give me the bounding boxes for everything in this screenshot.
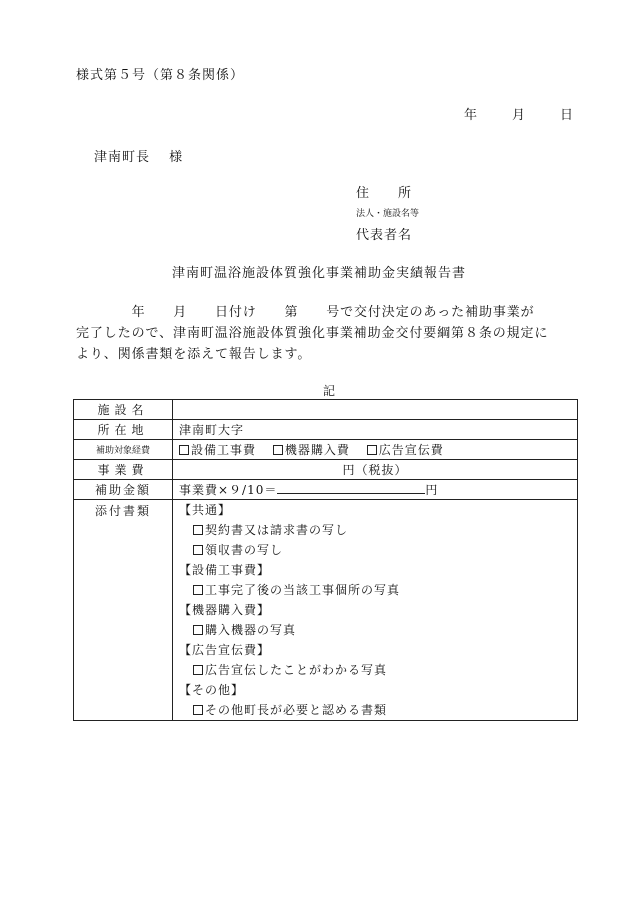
subsidy-amount-cell <box>173 480 578 500</box>
attachment-heading: 【広告宣伝費】 <box>179 643 271 657</box>
checkbox-advertising[interactable] <box>367 445 377 455</box>
address-label: 住 所 <box>356 186 413 201</box>
date-line <box>464 104 574 123</box>
expense-type-label: 補助対象経費 <box>74 440 173 460</box>
attachment-item-label: 工事完了後の当該工事個所の写真 <box>205 583 401 597</box>
attachment-heading: 【設備工事費】 <box>179 563 271 577</box>
facility-name-field[interactable] <box>173 400 578 420</box>
table-row <box>74 400 578 420</box>
checkbox[interactable] <box>193 705 203 715</box>
attachment-heading: 【その他】 <box>179 683 245 697</box>
subsidy-formula: 事業費×９/10＝ <box>179 483 278 497</box>
option-label: 広告宣伝費 <box>378 443 444 457</box>
attachment-item <box>179 520 571 540</box>
report-body <box>76 302 586 365</box>
table-row <box>74 460 578 480</box>
attachment-item <box>179 700 571 720</box>
attachment-item <box>179 660 571 680</box>
attachment-item <box>179 580 571 600</box>
body-line: 年 月 日付け 第 号で交付決定のあった補助事業が <box>76 305 535 320</box>
attachment-heading: 【機器購入費】 <box>179 603 271 617</box>
attachment-heading: 【共通】 <box>179 503 232 517</box>
checkbox-equipment-work[interactable] <box>179 445 189 455</box>
subsidy-unit: 円 <box>425 483 439 497</box>
date-day: 日 <box>560 108 575 123</box>
checkbox[interactable] <box>193 545 203 555</box>
attachment-item-label: 領収書の写し <box>205 543 284 557</box>
subsidy-amount-field[interactable] <box>277 481 425 494</box>
addressee: 津南町長 様 <box>94 150 184 165</box>
checkbox-equipment-purchase[interactable] <box>273 445 283 455</box>
representative-label: 代表者名 <box>356 228 413 243</box>
applicant-block <box>356 183 419 246</box>
option-label: 機器購入費 <box>284 443 350 457</box>
attachment-item-label: 購入機器の写真 <box>205 623 297 637</box>
body-line: 完了したので、津南町温浴施設体質強化事業補助金交付要綱第８条の規定に <box>76 326 549 341</box>
location-label: 所在地 <box>74 420 173 440</box>
report-detail-table <box>73 399 578 721</box>
attachment-item-label: 広告宣伝したことがわかる写真 <box>205 663 388 677</box>
table-row <box>74 480 578 500</box>
location-field[interactable]: 津南町大字 <box>173 420 578 440</box>
body-line: より、関係書類を添えて報告します。 <box>76 347 312 362</box>
table-row <box>74 420 578 440</box>
organization-label: 法人・施設名等 <box>356 209 420 219</box>
project-cost-label: 事業費 <box>74 460 173 480</box>
attachment-item <box>179 540 571 560</box>
table-row <box>74 500 578 721</box>
checkbox[interactable] <box>193 585 203 595</box>
checkbox[interactable] <box>193 665 203 675</box>
document-title: 津南町温浴施設体質強化事業補助金実績報告書 <box>172 266 467 281</box>
attachment-item <box>179 620 571 640</box>
form-number-label: 様式第５号（第８条関係） <box>76 68 245 83</box>
attachment-item-label: その他町長が必要と認める書類 <box>205 703 388 717</box>
date-year: 年 <box>464 108 479 123</box>
date-month: 月 <box>512 108 527 123</box>
ki-heading: 記 <box>323 384 337 398</box>
subsidy-amount-label: 補助金額 <box>74 480 173 500</box>
option-label: 設備工事費 <box>191 443 257 457</box>
checkbox[interactable] <box>193 525 203 535</box>
table-row <box>74 440 578 460</box>
project-cost-field[interactable]: 円（税抜） <box>173 460 578 480</box>
attachments-list <box>173 500 578 721</box>
attachment-item-label: 契約書又は請求書の写し <box>205 523 349 537</box>
attachments-label: 添付書類 <box>74 500 173 721</box>
expense-type-options <box>173 440 578 460</box>
checkbox[interactable] <box>193 625 203 635</box>
facility-name-label: 施設名 <box>74 400 173 420</box>
